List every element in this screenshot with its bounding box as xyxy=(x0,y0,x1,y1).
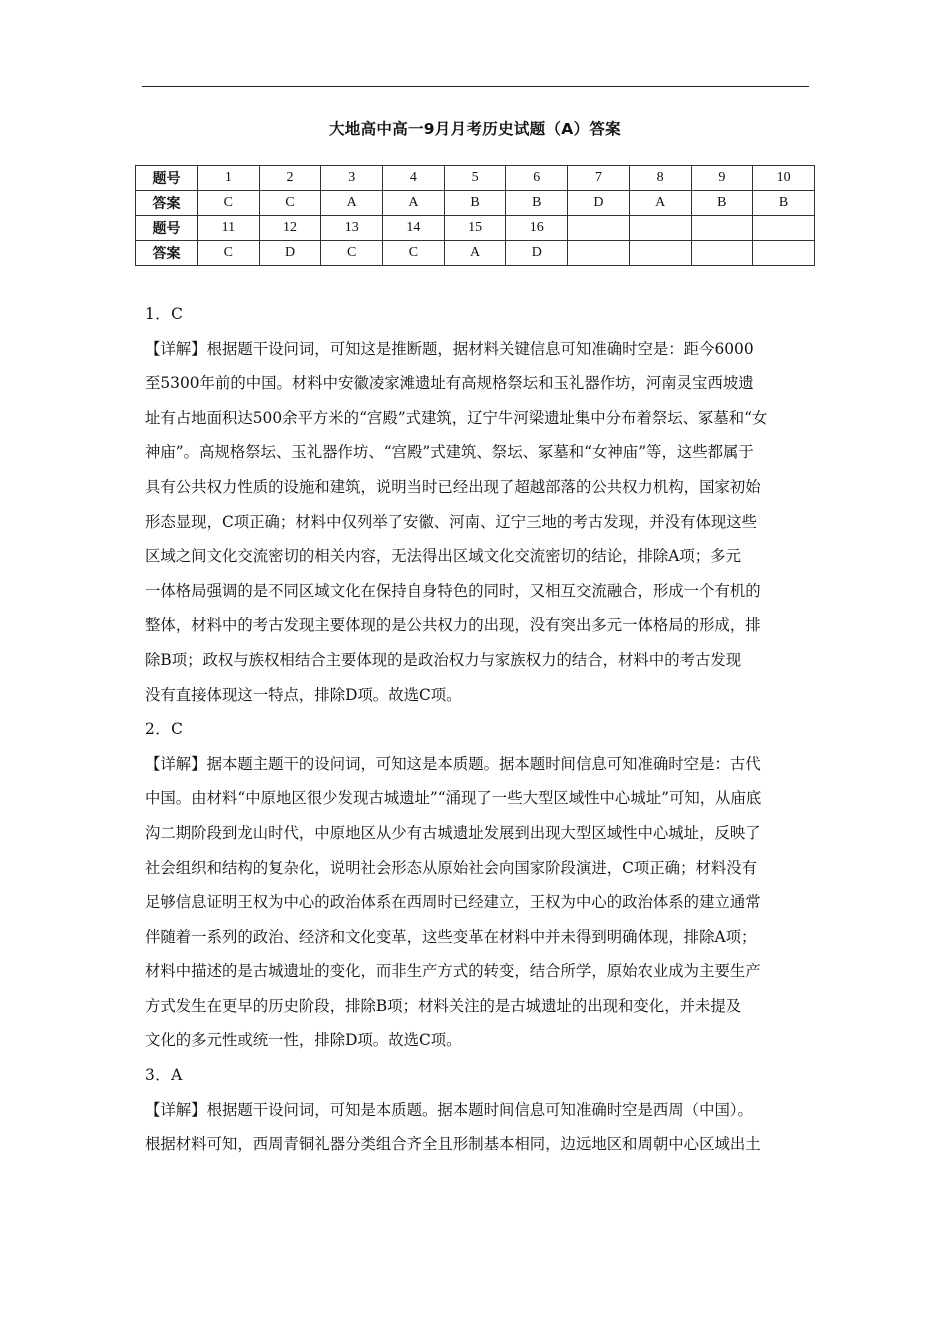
explanation-line: 没有直接体现这一特点，排除D项。故选C项。 xyxy=(145,685,462,704)
table-cell xyxy=(629,216,691,241)
table-cell: 16 xyxy=(506,216,568,241)
explanation-line: 一体格局强调的是不同区域文化在保持自身特色的同时，又相互交流融合，形成一个有机的 xyxy=(145,581,761,600)
table-cell: 3 xyxy=(321,166,383,191)
explanation-line: 沟二期阶段到龙山时代，中原地区从少有古城遗址发展到出现大型区域性中心城址，反映了 xyxy=(145,823,761,842)
table-cell: A xyxy=(629,191,691,216)
table-cell xyxy=(753,241,815,266)
table-cell: B xyxy=(444,191,506,216)
explanation-line: 【详解】据本题主题干的设问词，可知这是本质题。据本题时间信息可知准确时空是：古代 xyxy=(145,754,761,773)
answer-heading: 3．A xyxy=(145,1066,183,1085)
row-label: 题号 xyxy=(136,166,198,191)
table-cell: D xyxy=(506,241,568,266)
table-cell: A xyxy=(321,191,383,216)
table-cell: C xyxy=(383,241,445,266)
answer-item xyxy=(145,712,817,1058)
row-label: 答案 xyxy=(136,241,198,266)
table-cell: C xyxy=(198,241,260,266)
table-cell: 8 xyxy=(629,166,691,191)
answer-heading: 2．C xyxy=(145,720,184,739)
answer-item xyxy=(145,297,817,712)
table-cell: 1 xyxy=(198,166,260,191)
explanation-line: 材料中描述的是古城遗址的变化，而非生产方式的转变，结合所学，原始农业成为主要生产 xyxy=(145,962,761,981)
table-cell: 5 xyxy=(444,166,506,191)
explanation-line: 【详解】根据题干设问词，可知这是推断题，据材料关键信息可知准确时空是：距今6000 xyxy=(145,339,754,358)
explanation-line: 区域之间文化交流密切的相关内容，无法得出区域文化交流密切的结论，排除A项；多元 xyxy=(145,547,741,566)
explanation-line: 文化的多元性或统一性，排除D项。故选C项。 xyxy=(145,1031,462,1050)
table-cell: C xyxy=(259,191,321,216)
table-cell: 13 xyxy=(321,216,383,241)
table-cell: B xyxy=(753,191,815,216)
table-cell: B xyxy=(691,191,753,216)
explanation-line: 方式发生在更早的历史阶段，排除B项；材料关注的是古城遗址的出现和变化，并未提及 xyxy=(145,996,742,1015)
row-label: 题号 xyxy=(136,216,198,241)
header-rule xyxy=(142,86,809,87)
table-cell: 2 xyxy=(259,166,321,191)
explanation-line: 形态显现，C项正确；材料中仅列举了安徽、河南、辽宁三地的考古发现，并没有体现这些 xyxy=(145,512,758,531)
explanation-line: 整体，材料中的考古发现主要体现的是公共权力的出现，没有突出多元一体格局的形成，排 xyxy=(145,616,761,635)
answer-explanations xyxy=(145,297,817,1162)
explanation-line: 【详解】根据题干设问词，可知是本质题。据本题时间信息可知准确时空是西周（中国）。 xyxy=(145,1100,753,1119)
table-cell xyxy=(691,216,753,241)
explanation-line: 足够信息证明王权为中心的政治体系在西周时已经建立，王权为中心的政治体系的建立通常 xyxy=(145,893,761,912)
page-title: 大地高中高一9月月考历史试题（A）答案 xyxy=(329,120,621,138)
table-cell: 4 xyxy=(383,166,445,191)
table-cell: B xyxy=(506,191,568,216)
explanation-line: 除B项；政权与族权相结合主要体现的是政治权力与家族权力的结合，材料中的考古发现 xyxy=(145,650,742,669)
table-cell: C xyxy=(198,191,260,216)
explanation-line: 社会组织和结构的复杂化，说明社会形态从原始社会向国家阶段演进，C项正确；材料没有 xyxy=(145,858,758,877)
row-label: 答案 xyxy=(136,191,198,216)
table-row xyxy=(136,216,815,241)
answer-table xyxy=(135,165,815,266)
table-cell: 6 xyxy=(506,166,568,191)
table-cell xyxy=(753,216,815,241)
table-cell: 11 xyxy=(198,216,260,241)
table-cell: A xyxy=(383,191,445,216)
explanation-line: 伴随着一系列的政治、经济和文化变革，这些变革在材料中并未得到明确体现，排除A项； xyxy=(145,927,757,946)
table-row xyxy=(136,191,815,216)
table-cell xyxy=(691,241,753,266)
explanation-line: 具有公共权力性质的设施和建筑，说明当时已经出现了超越部落的公共权力机构，国家初始 xyxy=(145,477,761,496)
table-cell xyxy=(629,241,691,266)
answer-heading: 1．C xyxy=(145,305,184,323)
explanation-line: 址有占地面积达500余平方米的“宫殿”式建筑，辽宁牛河梁遗址集中分布着祭坛、冢墓和“女 xyxy=(145,408,768,427)
table-cell: 12 xyxy=(259,216,321,241)
table-cell: 9 xyxy=(691,166,753,191)
table-cell: D xyxy=(259,241,321,266)
table-cell xyxy=(568,216,630,241)
table-row xyxy=(136,241,815,266)
explanation-line: 神庙”。高规格祭坛、玉礼器作坊、“宫殿”式建筑、祭坛、冢墓和“女神庙”等，这些都属于 xyxy=(145,443,754,462)
table-cell: C xyxy=(321,241,383,266)
explanation-line: 中国。由材料“中原地区很少发现古城遗址”“涌现了一些大型区域性中心城址”可知，从庙底 xyxy=(145,789,762,808)
answer-item xyxy=(145,1058,817,1162)
explanation-line: 至5300年前的中国。材料中安徽凌家滩遗址有高规格祭坛和玉礼器作坊，河南灵宝西坡遗 xyxy=(145,374,754,393)
explanation-line: 根据材料可知，西周青铜礼器分类组合齐全且形制基本相同，边远地区和周朝中心区域出土 xyxy=(145,1135,761,1154)
table-cell: D xyxy=(568,191,630,216)
table-cell: 15 xyxy=(444,216,506,241)
table-row xyxy=(136,166,815,191)
table-cell: 14 xyxy=(383,216,445,241)
table-cell xyxy=(568,241,630,266)
table-cell: A xyxy=(444,241,506,266)
table-cell: 10 xyxy=(753,166,815,191)
table-cell: 7 xyxy=(568,166,630,191)
